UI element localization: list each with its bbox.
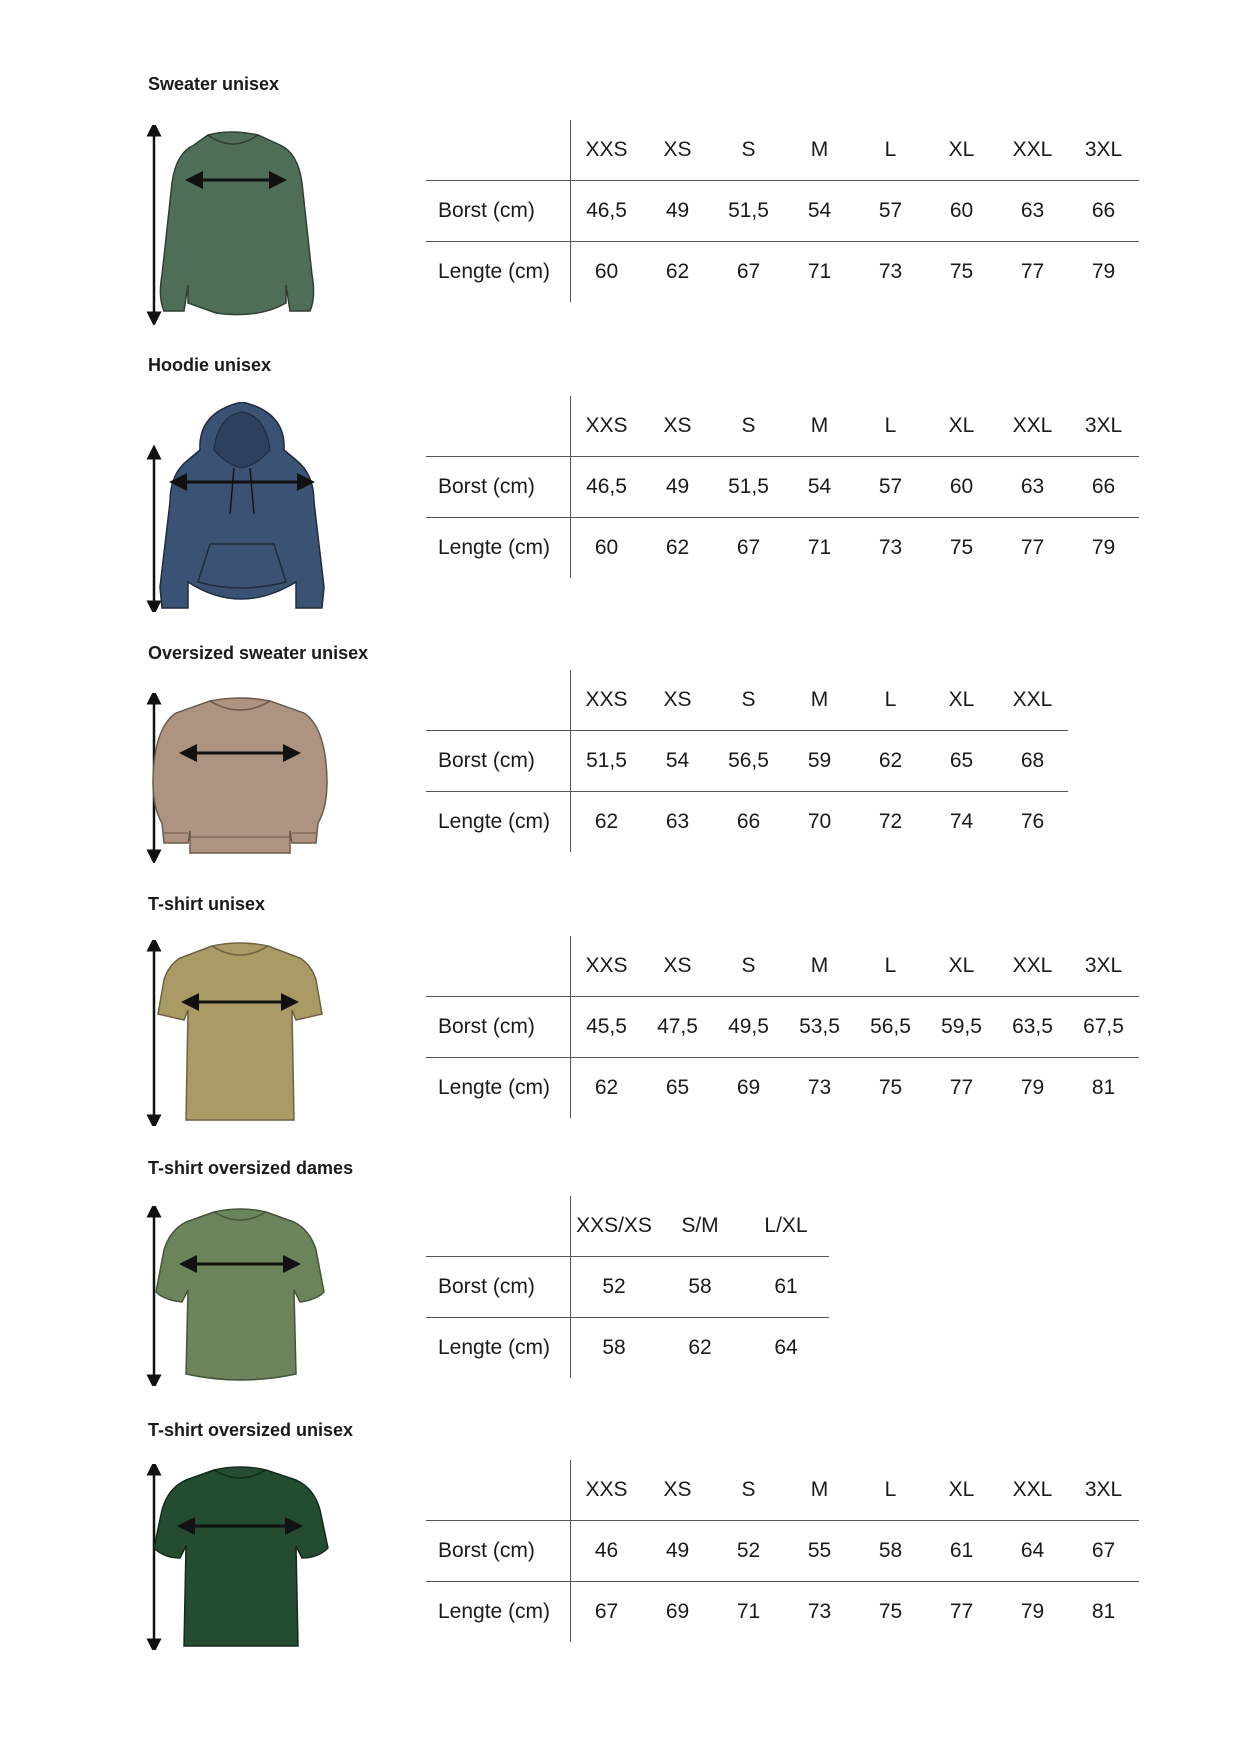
chest-value: 54 xyxy=(784,457,855,518)
row-label-length: Lengte (cm) xyxy=(426,518,571,579)
length-value: 73 xyxy=(784,1582,855,1643)
chest-value: 63 xyxy=(997,181,1068,242)
chest-value: 65 xyxy=(926,731,997,792)
chest-value: 67 xyxy=(1068,1521,1139,1582)
chest-value: 57 xyxy=(855,181,926,242)
size-label: M xyxy=(810,688,829,711)
section-title: Oversized sweater unisex xyxy=(148,643,369,663)
length-value: 77 xyxy=(926,1058,997,1119)
size-header-row xyxy=(426,1460,1139,1521)
size-table-hoodie xyxy=(426,396,1139,578)
length-value: 62 xyxy=(657,1318,743,1379)
chest-value: 59 xyxy=(784,731,855,792)
size-label: XS xyxy=(663,414,692,437)
chest-value: 54 xyxy=(642,731,713,792)
size-label: L xyxy=(884,1478,897,1501)
chest-value: 61 xyxy=(926,1521,997,1582)
size-header-row xyxy=(426,1196,829,1257)
size-label: XXL xyxy=(1012,1478,1053,1501)
chest-value: 51,5 xyxy=(713,181,784,242)
size-label: XS xyxy=(663,138,692,161)
size-label: XXS xyxy=(585,138,628,161)
length-value: 75 xyxy=(855,1058,926,1119)
row-label-chest: Borst (cm) xyxy=(426,997,571,1058)
size-label: 3XL xyxy=(1084,414,1123,437)
row-label-chest: Borst (cm) xyxy=(426,1257,571,1318)
length-row xyxy=(426,518,1139,579)
length-value: 62 xyxy=(571,1058,643,1119)
length-row xyxy=(426,242,1139,303)
length-value: 67 xyxy=(571,1582,643,1643)
size-label: S/M xyxy=(681,1214,719,1237)
chest-value: 45,5 xyxy=(571,997,643,1058)
chest-value: 49,5 xyxy=(713,997,784,1058)
size-label: XXL xyxy=(1012,138,1053,161)
size-label: XXS xyxy=(585,688,628,711)
size-header-row xyxy=(426,936,1139,997)
size-label: S xyxy=(741,138,756,161)
length-value: 60 xyxy=(571,518,643,579)
size-label: S xyxy=(741,414,756,437)
length-value: 79 xyxy=(997,1582,1068,1643)
size-label: M xyxy=(810,1478,829,1501)
size-label: L xyxy=(884,138,897,161)
length-value: 69 xyxy=(642,1582,713,1643)
size-label: XL xyxy=(948,138,975,161)
section-title: T-shirt oversized unisex xyxy=(148,1420,354,1440)
length-value: 74 xyxy=(926,792,997,853)
length-value: 77 xyxy=(997,242,1068,303)
length-value: 65 xyxy=(642,1058,713,1119)
chest-value: 49 xyxy=(642,1521,713,1582)
size-label: 3XL xyxy=(1084,138,1123,161)
size-label: L xyxy=(884,414,897,437)
chest-value: 47,5 xyxy=(642,997,713,1058)
row-label-length: Lengte (cm) xyxy=(426,1582,571,1643)
chest-value: 60 xyxy=(926,457,997,518)
row-label-chest: Borst (cm) xyxy=(426,731,571,792)
oversized-tshirt-icon xyxy=(140,1464,340,1650)
chest-value: 62 xyxy=(855,731,926,792)
chest-value: 63 xyxy=(997,457,1068,518)
row-label-length: Lengte (cm) xyxy=(426,1318,571,1379)
size-label: XS xyxy=(663,1478,692,1501)
size-label: XXS xyxy=(585,414,628,437)
size-label: L/XL xyxy=(764,1214,808,1237)
chest-value: 57 xyxy=(855,457,926,518)
size-table-sweater xyxy=(426,120,1139,302)
row-label-length: Lengte (cm) xyxy=(426,792,571,853)
hoodie-icon xyxy=(140,402,340,612)
chest-value: 61 xyxy=(743,1257,829,1318)
size-label: L xyxy=(884,954,897,977)
chest-row xyxy=(426,457,1139,518)
length-value: 75 xyxy=(855,1582,926,1643)
chest-row xyxy=(426,181,1139,242)
row-label-chest: Borst (cm) xyxy=(426,181,571,242)
size-label: 3XL xyxy=(1084,954,1123,977)
length-value: 77 xyxy=(997,518,1068,579)
length-value: 62 xyxy=(642,518,713,579)
size-label: XXL xyxy=(1012,414,1053,437)
length-value: 77 xyxy=(926,1582,997,1643)
size-label: M xyxy=(810,138,829,161)
length-value: 73 xyxy=(855,242,926,303)
chest-value: 64 xyxy=(997,1521,1068,1582)
size-label: L xyxy=(884,688,897,711)
length-value: 71 xyxy=(784,518,855,579)
chest-value: 46,5 xyxy=(571,457,643,518)
size-label: S xyxy=(741,688,756,711)
size-label: 3XL xyxy=(1084,1478,1123,1501)
length-value: 58 xyxy=(571,1318,658,1379)
oversized-sweater-icon xyxy=(140,693,340,863)
chest-row xyxy=(426,1521,1139,1582)
size-label: XXS xyxy=(585,954,628,977)
row-label-chest: Borst (cm) xyxy=(426,457,571,518)
chest-value: 56,5 xyxy=(713,731,784,792)
length-value: 64 xyxy=(743,1318,829,1379)
length-value: 81 xyxy=(1068,1058,1139,1119)
length-value: 66 xyxy=(713,792,784,853)
chest-value: 54 xyxy=(784,181,855,242)
size-label: XS xyxy=(663,688,692,711)
length-value: 75 xyxy=(926,242,997,303)
length-value: 72 xyxy=(855,792,926,853)
chest-value: 46,5 xyxy=(571,181,643,242)
chest-value: 68 xyxy=(997,731,1068,792)
length-value: 70 xyxy=(784,792,855,853)
chest-value: 66 xyxy=(1068,181,1139,242)
length-value: 79 xyxy=(1068,518,1139,579)
length-value: 79 xyxy=(997,1058,1068,1119)
size-table-oversized-sweater xyxy=(426,670,1068,852)
chest-value: 58 xyxy=(855,1521,926,1582)
length-value: 76 xyxy=(997,792,1068,853)
chest-value: 46 xyxy=(571,1521,643,1582)
length-value: 63 xyxy=(642,792,713,853)
length-value: 71 xyxy=(784,242,855,303)
size-label: XXS/XS xyxy=(576,1214,652,1237)
oversized-tshirt-icon xyxy=(140,1206,340,1386)
chest-value: 49 xyxy=(642,181,713,242)
chest-value: 63,5 xyxy=(997,997,1068,1058)
size-label: XS xyxy=(663,954,692,977)
sweater-icon xyxy=(140,125,340,325)
chest-value: 55 xyxy=(784,1521,855,1582)
row-label-length: Lengte (cm) xyxy=(426,242,571,303)
size-header-row xyxy=(426,120,1139,181)
length-value: 62 xyxy=(642,242,713,303)
chest-value: 56,5 xyxy=(855,997,926,1058)
size-label: S xyxy=(741,1478,756,1501)
tshirt-icon xyxy=(140,940,340,1126)
chest-value: 52 xyxy=(571,1257,658,1318)
chest-value: 53,5 xyxy=(784,997,855,1058)
section-title: T-shirt unisex xyxy=(148,894,266,914)
chest-value: 66 xyxy=(1068,457,1139,518)
chest-value: 51,5 xyxy=(571,731,643,792)
length-value: 67 xyxy=(713,242,784,303)
size-label: XL xyxy=(948,954,975,977)
length-value: 62 xyxy=(571,792,643,853)
chest-value: 59,5 xyxy=(926,997,997,1058)
size-label: XXL xyxy=(1012,688,1053,711)
length-value: 81 xyxy=(1068,1582,1139,1643)
size-label: XXL xyxy=(1012,954,1053,977)
length-value: 69 xyxy=(713,1058,784,1119)
chest-row xyxy=(426,731,1068,792)
size-table-tshirt xyxy=(426,936,1139,1118)
size-label: M xyxy=(810,954,829,977)
size-label: XL xyxy=(948,1478,975,1501)
section-title: Sweater unisex xyxy=(148,74,280,94)
size-label: S xyxy=(741,954,756,977)
size-label: XL xyxy=(948,414,975,437)
length-row xyxy=(426,792,1068,853)
length-value: 73 xyxy=(784,1058,855,1119)
length-value: 73 xyxy=(855,518,926,579)
length-value: 75 xyxy=(926,518,997,579)
section-title: T-shirt oversized dames xyxy=(148,1158,354,1178)
size-table-oversized-tshirt-unisex xyxy=(426,1460,1139,1642)
size-label: M xyxy=(810,414,829,437)
length-row xyxy=(426,1318,829,1379)
size-label: XL xyxy=(948,688,975,711)
chest-value: 58 xyxy=(657,1257,743,1318)
row-label-chest: Borst (cm) xyxy=(426,1521,571,1582)
chest-row xyxy=(426,1257,829,1318)
length-value: 67 xyxy=(713,518,784,579)
chest-value: 51,5 xyxy=(713,457,784,518)
size-table-oversized-tshirt-dames xyxy=(426,1196,829,1378)
length-row xyxy=(426,1058,1139,1119)
size-label: XXS xyxy=(585,1478,628,1501)
section-title: Hoodie unisex xyxy=(148,355,272,375)
length-value: 71 xyxy=(713,1582,784,1643)
size-header-row xyxy=(426,396,1139,457)
length-row xyxy=(426,1582,1139,1643)
chest-value: 49 xyxy=(642,457,713,518)
length-value: 60 xyxy=(571,242,643,303)
size-header-row xyxy=(426,670,1068,731)
chest-value: 52 xyxy=(713,1521,784,1582)
row-label-length: Lengte (cm) xyxy=(426,1058,571,1119)
length-value: 79 xyxy=(1068,242,1139,303)
chest-row xyxy=(426,997,1139,1058)
chest-value: 60 xyxy=(926,181,997,242)
chest-value: 67,5 xyxy=(1068,997,1139,1058)
